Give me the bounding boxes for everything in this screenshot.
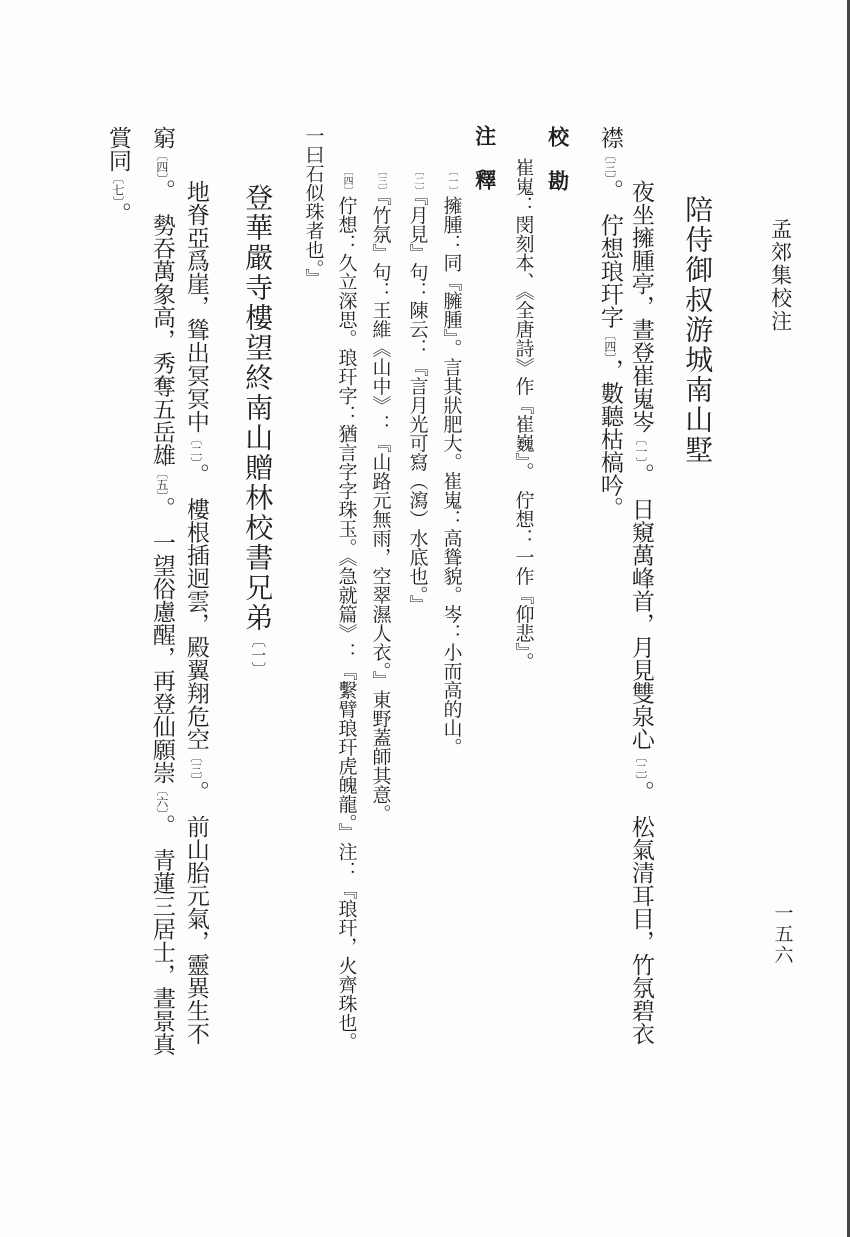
collation-column-1: 崔嵬：閔刻本、《全唐詩》作『崔巍』。 佇想：一作『仰悲』。 (512, 158, 535, 671)
page-number: 一五六 (771, 903, 794, 966)
poem1-title: 陪侍御叔游城南山墅 (681, 195, 715, 465)
notes-section-header: 注 釋 (472, 125, 498, 191)
poem2-title: 登華嚴寺樓望終南山贈林校書兄弟〔一〕 (241, 183, 275, 677)
note-4-column-wrap: 一曰石似珠者也。』 (302, 126, 325, 288)
poem2-column-2: 窮〔四〕。 勢吞萬象高，秀奪五岳雄〔五〕。 一望俗慮醒，再登仙願崇〔六〕。 青蓮三居士，晝景真 (148, 126, 175, 1056)
poem1-column-2: 襟〔三〕。 佇想琅玕字〔四〕，數聽枯槁吟。 (596, 126, 623, 520)
running-header: 孟郊集校注 (768, 218, 793, 333)
collation-section-header: 校 勘 (545, 126, 571, 192)
note-4-column: 〔四〕佇想：久立深思。琅玕字：猶言字字珠玉。《急就篇》：『繫臂琅玕虎魄龍。』注：『琅玕，火齊珠也。 (335, 166, 358, 1051)
poem1-column-1: 夜坐擁腫亭，晝登崔嵬岑〔一〕。 日窺萬峰首，月見雙泉心〔二〕。 松氣清耳目，竹氛碧衣 (627, 180, 654, 1045)
note-2-column: 〔二〕『月見』句：陳云：『言月光可寫（瀉）水底也。』 (406, 166, 429, 614)
poem2-column-3: 賞同〔七〕。 (104, 126, 131, 225)
note-1-column: 〔一〕擁腫：同『臃腫』。言其狀肥大。崔嵬：高聳貌。岑：小而高的山。 (440, 166, 463, 757)
note-3-column: 〔三〕『竹氛』句：王維《山中》：『山路元無雨，空翠濕人衣。』東野蓋師其意。 (369, 166, 392, 823)
poem2-column-1: 地脊亞爲崖，聳出冥冥中〔二〕。 樓根插迥雲，殿翼翔危空〔三〕。 前山胎元氣，靈異生不 (182, 180, 209, 1045)
